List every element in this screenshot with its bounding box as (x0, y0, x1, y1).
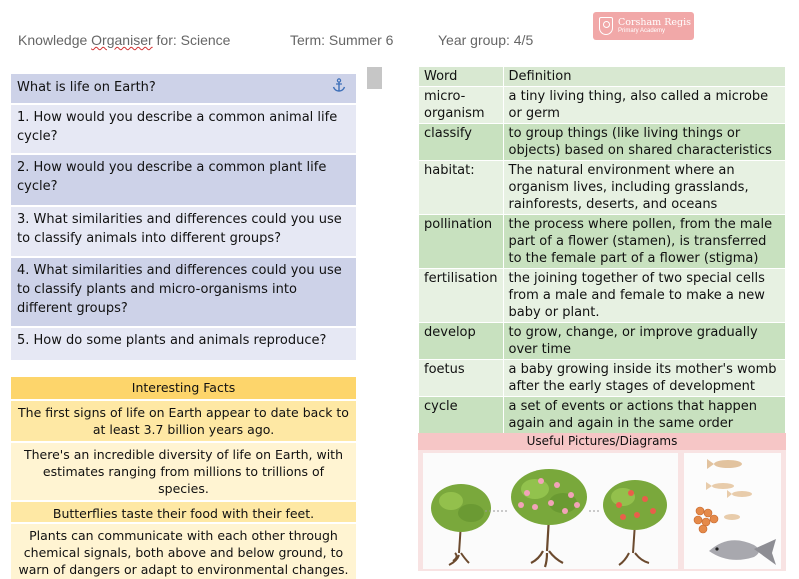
logo-name: Corsham Regis (618, 16, 691, 28)
glossary-word: foetus (419, 360, 504, 397)
fact-item: Butterflies taste their food with their feet. (11, 500, 356, 522)
title-subject: for: Science (152, 32, 231, 48)
glossary-definition: to grow, change, or improve gradually over time (503, 323, 786, 360)
table-row (419, 397, 786, 434)
fact-item: Plants can communicate with each other through chemical signals, both above and below ground, to warn of dangers or adapt to environmental changes. (11, 522, 356, 579)
questions-title-text: What is life on Earth? (17, 80, 156, 95)
glossary-definition: a tiny living thing, also called a microbe or germ (503, 87, 786, 124)
pictures-title: Useful Pictures/Diagrams (418, 433, 786, 450)
fact-item: The first signs of life on Earth appear to date back to at least 3.7 billion years ago. (11, 399, 356, 441)
table-row (419, 323, 786, 360)
question-item-2: 2. How would you describe a common plant life cycle? (11, 155, 356, 207)
year-group-label: Year group: 4/5 (438, 32, 534, 48)
page-title (18, 32, 230, 48)
crest-icon (599, 17, 613, 35)
glossary-word: fertilisation (419, 269, 504, 323)
column-header-definition: Definition (503, 67, 786, 87)
question-item-5: 5. How do some plants and animals reproduce? (11, 328, 356, 362)
tree-illustration-icon (423, 453, 678, 569)
glossary-word: cycle (419, 397, 504, 434)
column-header-word: Word (419, 67, 504, 87)
glossary-word: habitat: (419, 161, 504, 215)
glossary-word: develop (419, 323, 504, 360)
question-item-3: 3. What similarities and differences could you use to classify animals into different groups? (11, 207, 356, 258)
glossary-definition: a set of events or actions that happen again and again in the same order (503, 397, 786, 434)
table-row (419, 360, 786, 397)
anchor-icon[interactable] (332, 78, 346, 92)
title-prefix: Knowledge (18, 32, 92, 48)
fish-life-cycle-image (684, 453, 781, 569)
fish-illustration-icon (684, 453, 781, 569)
fact-item: There's an incredible diversity of life on Earth, with estimates ranging from millions to trillions of species. (11, 441, 356, 500)
glossary-word: pollination (419, 215, 504, 269)
questions-panel (11, 74, 356, 362)
question-item-1: 1. How would you describe a common animal life cycle? (11, 105, 356, 155)
tree-life-cycle-image (423, 453, 678, 569)
school-logo (593, 12, 694, 40)
glossary-definition: The natural environment where an organism lives, including grasslands, rainforests, deserts, and oceans (503, 161, 786, 215)
table-row (419, 161, 786, 215)
glossary-table (418, 66, 786, 434)
table-row (419, 87, 786, 124)
glossary-header-row (419, 67, 786, 87)
glossary-definition: the joining together of two special cells from a male and female to make a new baby or plant. (503, 269, 786, 323)
logo-subtitle: Primary Academy (618, 27, 666, 34)
table-row (419, 124, 786, 161)
pictures-panel (418, 433, 786, 571)
question-item-4: 4. What similarities and differences could you use to classify plants and micro-organisms into different groups? (11, 258, 356, 328)
glossary-definition: to group things (like living things or objects) based on shared characteristics (503, 124, 786, 161)
glossary-definition: the process where pollen, from the male part of a flower (stamen), is transferred to the female part of a flower (stigma) (503, 215, 786, 269)
glossary-word: classify (419, 124, 504, 161)
questions-title (11, 74, 356, 105)
scrollbar-thumb[interactable] (367, 67, 382, 89)
facts-title: Interesting Facts (11, 377, 356, 399)
title-organiser-word: Organiser (91, 32, 153, 48)
facts-panel (11, 377, 356, 579)
glossary-word: micro-organism (419, 87, 504, 124)
table-row (419, 215, 786, 269)
table-row (419, 269, 786, 323)
term-label: Term: Summer 6 (290, 32, 394, 48)
glossary-definition: a baby growing inside its mother's womb after the early stages of development (503, 360, 786, 397)
